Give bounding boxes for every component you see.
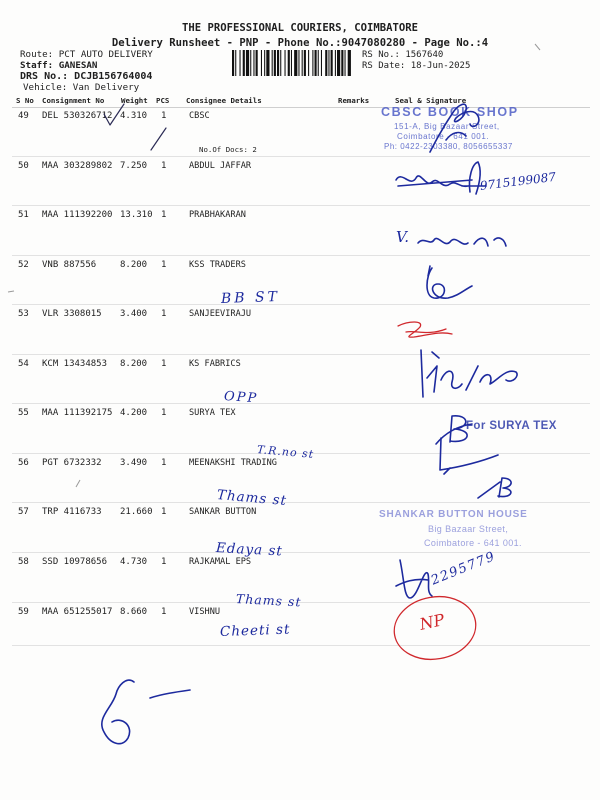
stamp-cbsc-name: CBSC BOOK SHOP <box>381 105 519 119</box>
consignment-no-cell: TRP 4116733 <box>42 507 102 517</box>
stamp-surya-tex: For SURYA TEX <box>466 420 557 432</box>
stamp-shankar-address: Big Bazaar Street, <box>428 524 509 534</box>
s-no-cell: 50 <box>18 161 29 171</box>
column-header-pcs: PCS <box>156 96 170 105</box>
consignee-cell: SURYA TEX <box>189 408 236 418</box>
np-mark: NP <box>417 610 447 634</box>
vehicle-label: Vehicle: Van Delivery <box>23 82 140 93</box>
s-no-cell: 53 <box>18 309 29 319</box>
pen-stroke <box>432 352 439 358</box>
consignee-cell: PRABHAKARAN <box>189 210 246 220</box>
s-no-cell: 58 <box>18 557 29 567</box>
column-header-s-no: S No <box>16 96 34 105</box>
s-no-cell: 54 <box>18 359 29 369</box>
consignee-cell: MEENAKSHI TRADING <box>189 458 277 468</box>
handwritten-initial-row-51: V. <box>396 228 409 246</box>
weight-cell: 4.200 <box>120 408 148 418</box>
consignee-cell: SANJEEVIRAJU <box>189 309 252 319</box>
handwritten-phone-row-50: 9715199087 <box>479 169 557 193</box>
handwritten-note-row-52: BB ST <box>220 288 281 307</box>
weight-cell: 21.660 <box>120 507 153 517</box>
check-mark <box>104 104 124 125</box>
consignee-cell: VISHNU <box>189 607 221 617</box>
s-no-cell: 51 <box>18 210 29 220</box>
consignee-cell: ABDUL JAFFAR <box>189 161 252 171</box>
signature-row-56 <box>440 438 511 498</box>
weight-cell: 8.200 <box>120 359 148 369</box>
column-header-consignee: Consignee Details <box>186 96 262 105</box>
pcs-cell: 1 <box>161 408 167 418</box>
pcs-cell: 1 <box>161 607 167 617</box>
pcs-cell: 1 <box>161 210 167 220</box>
consignment-no-cell: VLR 3308015 <box>42 309 102 319</box>
consignment-no-cell: MAA 111392200 <box>42 210 113 220</box>
stamp-cbsc-phone: Ph: 0422-2303380, 8056655337 <box>384 142 513 151</box>
consignee-cell: KS FABRICS <box>189 359 241 369</box>
consignee-cell: SANKAR BUTTON <box>189 507 257 517</box>
rs-number: RS No.: 1567640 <box>362 50 444 60</box>
consignment-no-cell: KCM 13434853 <box>42 359 108 369</box>
consignment-no-cell: MAA 111392175 <box>42 408 113 418</box>
consignment-no-cell: MAA 303289802 <box>42 161 113 171</box>
consignment-no-cell: VNB 887556 <box>42 260 97 270</box>
s-no-cell: 56 <box>18 458 29 468</box>
consignment-no-cell: SSD 10978656 <box>42 557 108 567</box>
column-header-consignment-no: Consignment No <box>42 96 105 105</box>
column-header-remarks: Remarks <box>338 96 370 105</box>
weight-cell: 3.400 <box>120 309 148 319</box>
signature-row-53 <box>398 322 452 337</box>
consignee-cell: RAJKAMAL EPS <box>189 557 252 567</box>
handwritten-note-row-56: Thams st <box>216 487 288 510</box>
consignee-cell: CBSC <box>189 111 210 121</box>
handwritten-note-row-59: Cheeti st <box>219 621 291 640</box>
column-header-seal-signature: Seal & Signature <box>395 96 467 105</box>
consignment-no-cell: MAA 651255017 <box>42 607 113 617</box>
scan-speck <box>535 44 540 50</box>
s-no-cell: 59 <box>18 607 29 617</box>
consignment-no-cell: DEL 530326712 <box>42 111 113 121</box>
pcs-cell: 1 <box>161 309 167 319</box>
pcs-cell: 1 <box>161 458 167 468</box>
consignee-cell: KSS TRADERS <box>189 260 246 270</box>
pcs-cell: 1 <box>161 260 167 270</box>
signature-row-50 <box>396 162 486 194</box>
weight-cell: 4.730 <box>120 557 148 567</box>
weight-cell: 8.660 <box>120 607 148 617</box>
scan-speck <box>76 480 80 487</box>
signature-row-51 <box>418 238 506 246</box>
handwritten-note-row-54: OPP <box>223 389 259 407</box>
signature-row-52 <box>427 266 472 298</box>
weight-cell: 13.310 <box>120 210 153 220</box>
stamp-shankar-name: SHANKAR BUTTON HOUSE <box>379 509 528 520</box>
signature-row-49 <box>430 104 479 152</box>
s-no-cell: 57 <box>18 507 29 517</box>
s-no-cell: 55 <box>18 408 29 418</box>
signature-row-58 <box>396 560 432 598</box>
pcs-cell: 1 <box>161 507 167 517</box>
route-label: Route: PCT AUTO DELIVERY <box>20 49 153 60</box>
consignment-no-cell: PGT 6732332 <box>42 458 102 468</box>
pcs-cell: 1 <box>161 161 167 171</box>
weight-cell: 4.310 <box>120 111 148 121</box>
weight-cell: 7.250 <box>120 161 148 171</box>
stamp-cbsc-city: Coimbatore - 641 001. <box>397 132 490 141</box>
pcs-cell: 1 <box>161 111 167 121</box>
handwritten-note-row-55: T.R.no st <box>256 443 315 461</box>
staff-label: Staff: GANESAN <box>20 60 98 71</box>
pcs-cell: 1 <box>161 557 167 567</box>
docs-count: No.Of Docs: 2 <box>199 145 257 154</box>
scan-speck <box>8 291 14 292</box>
pcs-cell: 1 <box>161 359 167 369</box>
company-title: THE PROFESSIONAL COURIERS, COIMBATORE <box>182 22 418 34</box>
bottom-signature <box>102 680 190 743</box>
handwritten-note-row-57: Edaya st <box>215 540 284 560</box>
s-no-cell: 49 <box>18 111 29 121</box>
runsheet-subtitle: Delivery Runsheet - PNP - Phone No.:9047080280 - Page No.:4 <box>111 37 489 49</box>
signature-row-54 <box>421 350 517 397</box>
drs-number: DRS No.: DCJB156764004 <box>20 71 153 82</box>
stamp-cbsc-address: 151-A, Big Bazaar Street, <box>394 122 500 131</box>
weight-cell: 3.490 <box>120 458 148 468</box>
column-header-weight: Weight <box>121 96 148 105</box>
stamp-shankar-city: Coimbatore - 641 001. <box>424 538 522 548</box>
handwritten-note-row-58: Thams st <box>235 591 302 610</box>
weight-cell: 8.200 <box>120 260 148 270</box>
pen-stroke <box>151 128 166 150</box>
s-no-cell: 52 <box>18 260 29 270</box>
handwritten-number-row-58: 2295779 <box>429 548 499 589</box>
rs-date: RS Date: 18-Jun-2025 <box>362 61 471 71</box>
